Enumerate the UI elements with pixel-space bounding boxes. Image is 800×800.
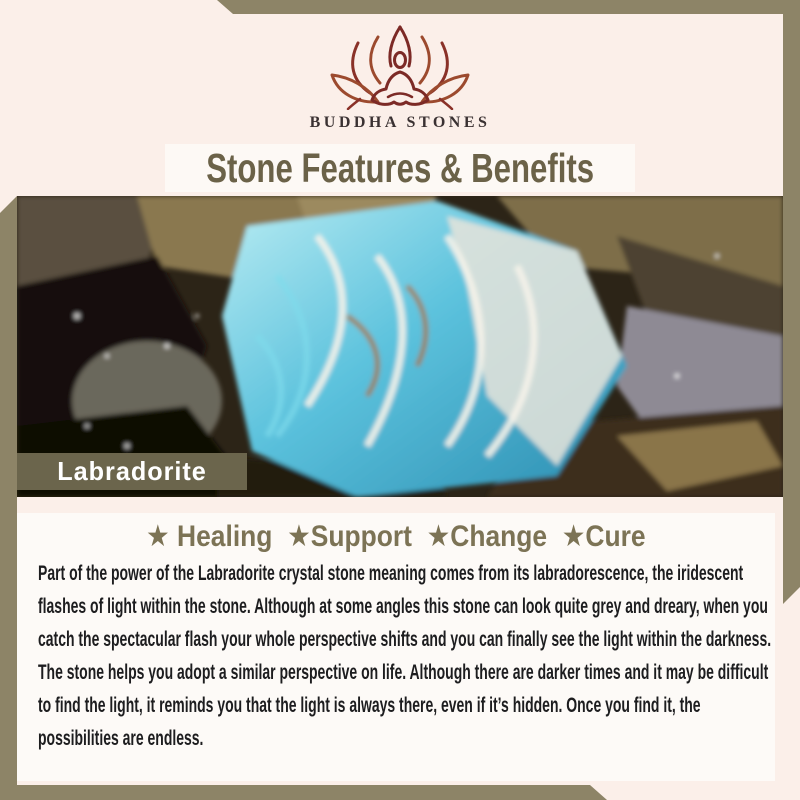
- benefits-row: [17, 515, 775, 557]
- description-panel: [17, 513, 775, 781]
- banner: [165, 144, 635, 192]
- stone-name-text: Labradorite: [57, 456, 207, 486]
- stone-description: Part of the power of the Labradorite crystal stone meaning comes from its labradorescence, the iridescent flashes of light within the stone. Although at some angles this stone can look quite grey and dreary, when you catch the spectacular flash your whole perspective shifts and you can finally see the light within the darkness. The stone helps you adopt a similar perspective on life. Although there are darker times and it may be difficult to find the light, it reminds you that the light is always there, even if it’s hidden. Once you find it, the possibilities are endless.: [38, 561, 772, 750]
- brand-name: BUDDHA STONES: [309, 114, 491, 131]
- lotus-meditation-icon: [330, 24, 470, 110]
- banner-title: Stone Features & Benefits: [206, 144, 594, 191]
- frame-accent-left: [0, 196, 17, 800]
- labradorite-photo-art: [17, 196, 783, 497]
- benefits-line: ★ Healing ★Support ★Change ★Cure: [146, 519, 646, 553]
- frame-accent-bottom: [0, 785, 607, 800]
- brand-header: [0, 0, 800, 140]
- stone-name-label: [17, 453, 247, 490]
- labradorite-photo: [17, 196, 783, 497]
